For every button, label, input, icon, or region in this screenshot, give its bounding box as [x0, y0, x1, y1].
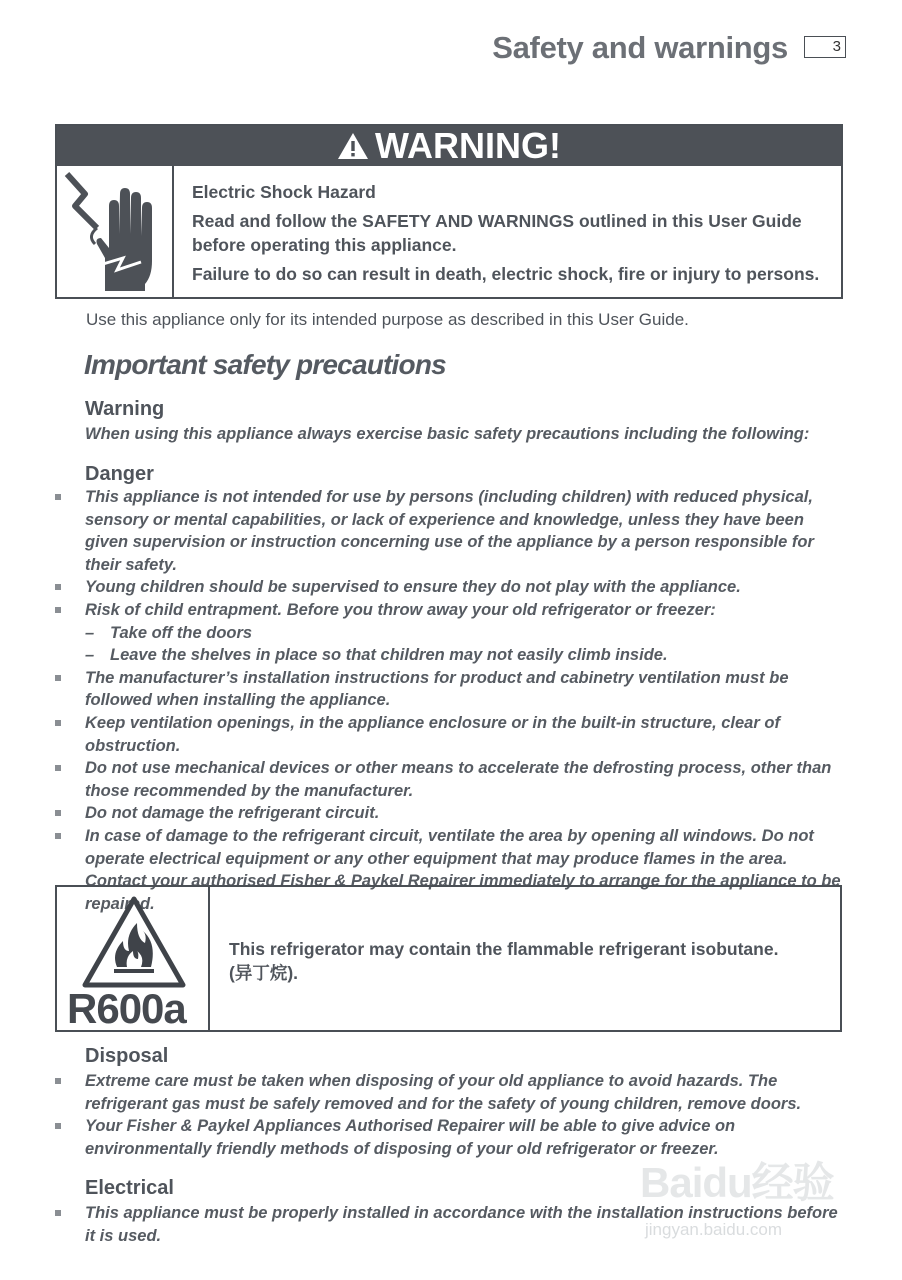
list-item: Your Fisher & Paykel Appliances Authorised Repairer will be able to give advice on environmentally friendly methods of disposing of your old refrigerator or freezer.	[85, 1115, 845, 1160]
list-item: This appliance is not intended for use by persons (including children) with reduced physical, sensory or mental capabilities, or lack of experience and knowledge, unless they have been given supervision or instruction concerning use of the appliance by a person responsible for their safety.	[85, 486, 850, 576]
refrigerant-text	[229, 937, 829, 985]
page-number: 3	[804, 36, 846, 58]
disposal-heading: Disposal	[85, 1045, 169, 1067]
list-item: Young children should be supervised to ensure they do not play with the appliance.	[85, 576, 850, 599]
section-title: Important safety precautions	[84, 349, 446, 380]
list-item: Do not use mechanical devices or other means to accelerate the defrosting process, other than those recommended by the manufacturer.	[85, 757, 850, 802]
warning-heading: Electric Shock Hazard	[192, 182, 376, 202]
shock-icon-cell	[57, 166, 174, 297]
page-title: Safety and warnings	[492, 30, 788, 65]
flammable-refrigerant-box	[55, 885, 842, 1032]
refrigerant-note: (异丁烷).	[229, 963, 299, 983]
refrigerant-line: This refrigerator may contain the flammable refrigerant isobutane.	[229, 939, 779, 959]
warning-line-1: Read and follow the SAFETY AND WARNINGS outlined in this User Guide before operating this appliance.	[192, 211, 802, 255]
list-item: Risk of child entrapment. Before you throw away your old refrigerator or freezer:	[85, 599, 850, 622]
warning-subtext: When using this appliance always exercise basic safety precautions including the following:	[85, 425, 810, 443]
danger-heading: Danger	[85, 463, 154, 485]
warning-heading-sub: Warning	[85, 398, 165, 420]
electrical-heading: Electrical	[85, 1177, 174, 1199]
list-item: Extreme care must be taken when disposing of your old appliance to avoid hazards. The refrigerant gas must be safely removed and for the safety of young children, remove doors.	[85, 1070, 845, 1115]
danger-list	[85, 486, 850, 915]
list-item: In case of damage to the refrigerant circuit, ventilate the area by opening all windows. Do not operate electrical equipment or any other equipment that may produce flames in the area. Contact your authorised Fisher & Paykel Repairer immediately to arrange for the appliance to be repaired.	[85, 825, 850, 915]
flammable-warning-icon	[81, 895, 187, 989]
electric-shock-warning-box	[55, 124, 843, 299]
watermark-url: jingyan.baidu.com	[645, 1220, 783, 1239]
warning-text	[192, 180, 832, 291]
refrigerant-code: R600a	[67, 985, 186, 1032]
electric-shock-hand-icon	[57, 166, 170, 293]
list-item: The manufacturer’s installation instructions for product and cabinetry ventilation must be followed when installing the appliance.	[85, 667, 850, 712]
watermark-logo: Baidu经验	[640, 1159, 834, 1206]
list-item: Do not damage the refrigerant circuit.	[85, 802, 850, 825]
warning-triangle-icon	[337, 128, 369, 168]
disposal-list	[85, 1070, 845, 1160]
list-subitem: – Take off the doors	[85, 623, 253, 642]
list-item: This appliance must be properly installed in accordance with the installation instructions before it is used.	[85, 1202, 845, 1247]
warning-line-2: Failure to do so can result in death, electric shock, fire or injury to persons.	[192, 264, 820, 284]
refrigerant-icon-cell	[57, 887, 210, 1030]
intro-text: Use this appliance only for its intended purpose as described in this User Guide.	[86, 310, 689, 329]
warning-banner-text: WARNING!	[375, 125, 561, 166]
warning-banner	[57, 126, 841, 166]
list-item: Keep ventilation openings, in the appliance enclosure or in the built-in structure, clear of obstruction.	[85, 712, 850, 757]
list-subitem: – Leave the shelves in place so that children may not easily climb inside.	[85, 646, 668, 665]
